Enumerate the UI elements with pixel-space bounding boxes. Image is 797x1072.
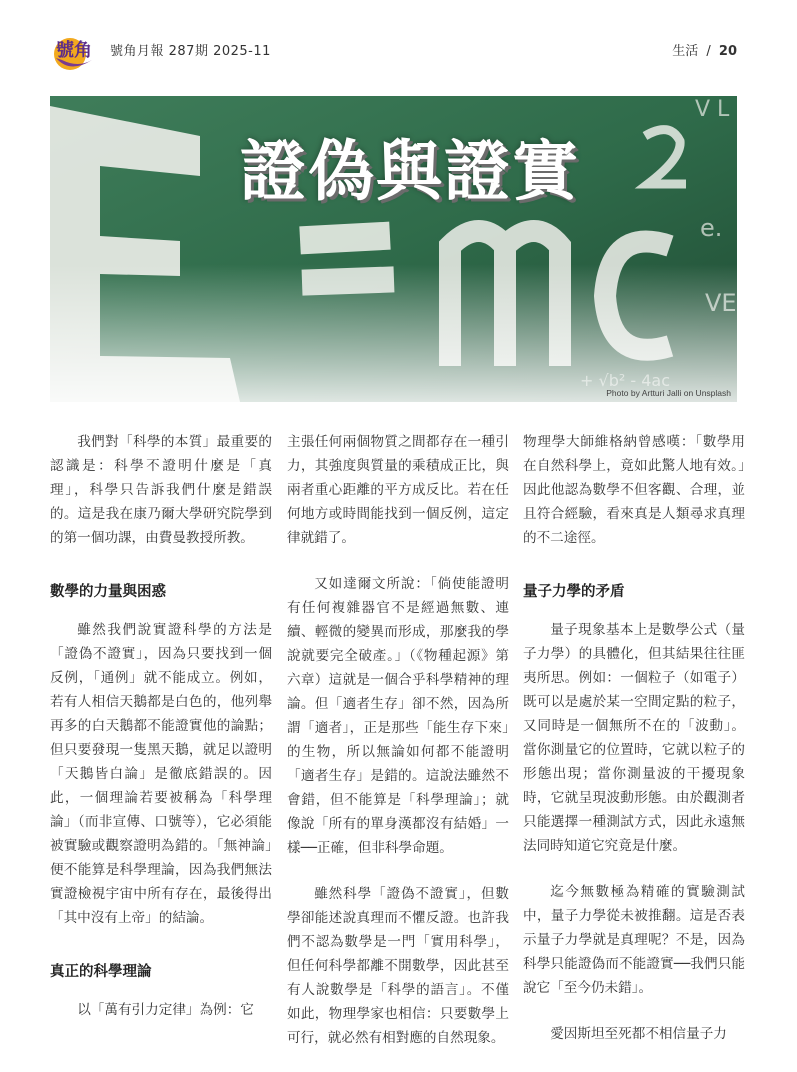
- paragraph: 雖然我們說實證科學的方法是「證偽不證實」，因為只要找到一個反例，「通例」就不能成立。例如，若有人相信天鵝都是白色的，他列舉再多的白天鵝都不能證實他的論點；但只要發現一隻黑天鵝，就足以證明「天鵝皆白論」是徹底錯誤的。因此，一個理論若要被稱為「科學理論」（而非宣傳、口號等），它必須能被實驗或觀察證明為錯的。「無神論」便不能算是科學理論，因為我們無法實證檢視宇宙中所有存在，最後得出「其中沒有上帝」的結論。: [50, 622, 272, 926]
- paragraph: 量子現象基本上是數學公式（量子力學）的具體化，但其結果往往匪夷所思。例如：一個粒子（如電子）既可以是處於某一空間定點的粒子，又同時是一個無所不在的「波動」。當你測量它的位置時，它就以粒子的形態出現；當你測量波的干擾現象時，它就呈現波動形態。由於觀測者只能選擇一種測試方式，因此永遠無法同時知道它究竟是什麼。: [523, 622, 745, 854]
- publication-info: 號角月報 287期 2025-11: [110, 44, 271, 59]
- subheading: 真正的科學理論: [50, 964, 152, 980]
- svg-text:號角: 號角: [56, 40, 92, 61]
- separator: /: [706, 44, 711, 59]
- hero-image: [50, 96, 737, 402]
- article-column-3: [523, 430, 745, 1068]
- article-title: 證偽與證實: [240, 133, 580, 210]
- paragraph: 愛因斯坦至死都不相信量子力: [550, 1026, 727, 1042]
- photo-credit: Photo by Artturi Jalli on Unsplash: [606, 388, 731, 398]
- paragraph: 迄今無數極為精確的實驗測試中，量子力學從未被推翻。這是否表示量子力學就是真理呢？不是，因為科學只能證偽而不能證實──我們只能說它「至今仍未錯」。: [523, 884, 745, 996]
- section-name: 生活: [672, 44, 699, 59]
- paragraph: 主張任何兩個物質之間都存在一種引力，其強度與質量的乘積成正比，與兩者重心距離的平方成反比。若在任何地方或時間能找到一個反例，這定律就錯了。: [287, 434, 509, 546]
- section-and-page: [672, 40, 737, 59]
- subheading: 量子力學的矛盾: [523, 584, 625, 600]
- paragraph: 我們對「科學的本質」最重要的認識是：科學不證明什麼是「真理」，科學只告訴我們什麼是錯誤的。這是我在康乃爾大學研究院學到的第一個功課，由費曼教授所教。: [50, 434, 272, 546]
- paragraph: 以「萬有引力定律」為例：它: [77, 1002, 254, 1018]
- article-column-2: [287, 430, 509, 1072]
- magazine-logo: [50, 30, 98, 74]
- page-number: 20: [718, 44, 737, 59]
- page-header: [0, 0, 797, 80]
- paragraph: 雖然科學「證偽不證實」，但數學卻能述說真理而不懼反證。也許我們不認為數學是一門「實用科學」，但任何科學都離不開數學，因此甚至有人說數學是「科學的語言」。不僅如此，物理學家也相信：只要數學上可行，就必然有相對應的自然現象。: [287, 886, 509, 1046]
- paragraph: 物理學大師維格納曾感嘆：「數學用在自然科學上，竟如此驚人地有效。」因此他認為數學不但客觀、合理，並且符合經驗，看來真是人類尋求真理的不二途徑。: [523, 434, 745, 546]
- article-column-1: [50, 430, 272, 1044]
- subheading: 數學的力量與困惑: [50, 584, 166, 600]
- paragraph: 又如達爾文所說：「倘使能證明有任何複雜器官不是經過無數、連續、輕微的變異而形成，那麼我的學說就要完全破產。」（《物種起源》第六章）這就是一個合乎科學精神的理論。但「適者生存」卻不然，因為所謂「適者」，正是那些「能生存下來」的生物，所以無論如何都不能證明「適者生存」是錯的。這說法雖然不會錯，但不能算是「科學理論」；就像說「所有的單身漢都沒有結婚」一樣──正確，但非科學命題。: [287, 576, 509, 856]
